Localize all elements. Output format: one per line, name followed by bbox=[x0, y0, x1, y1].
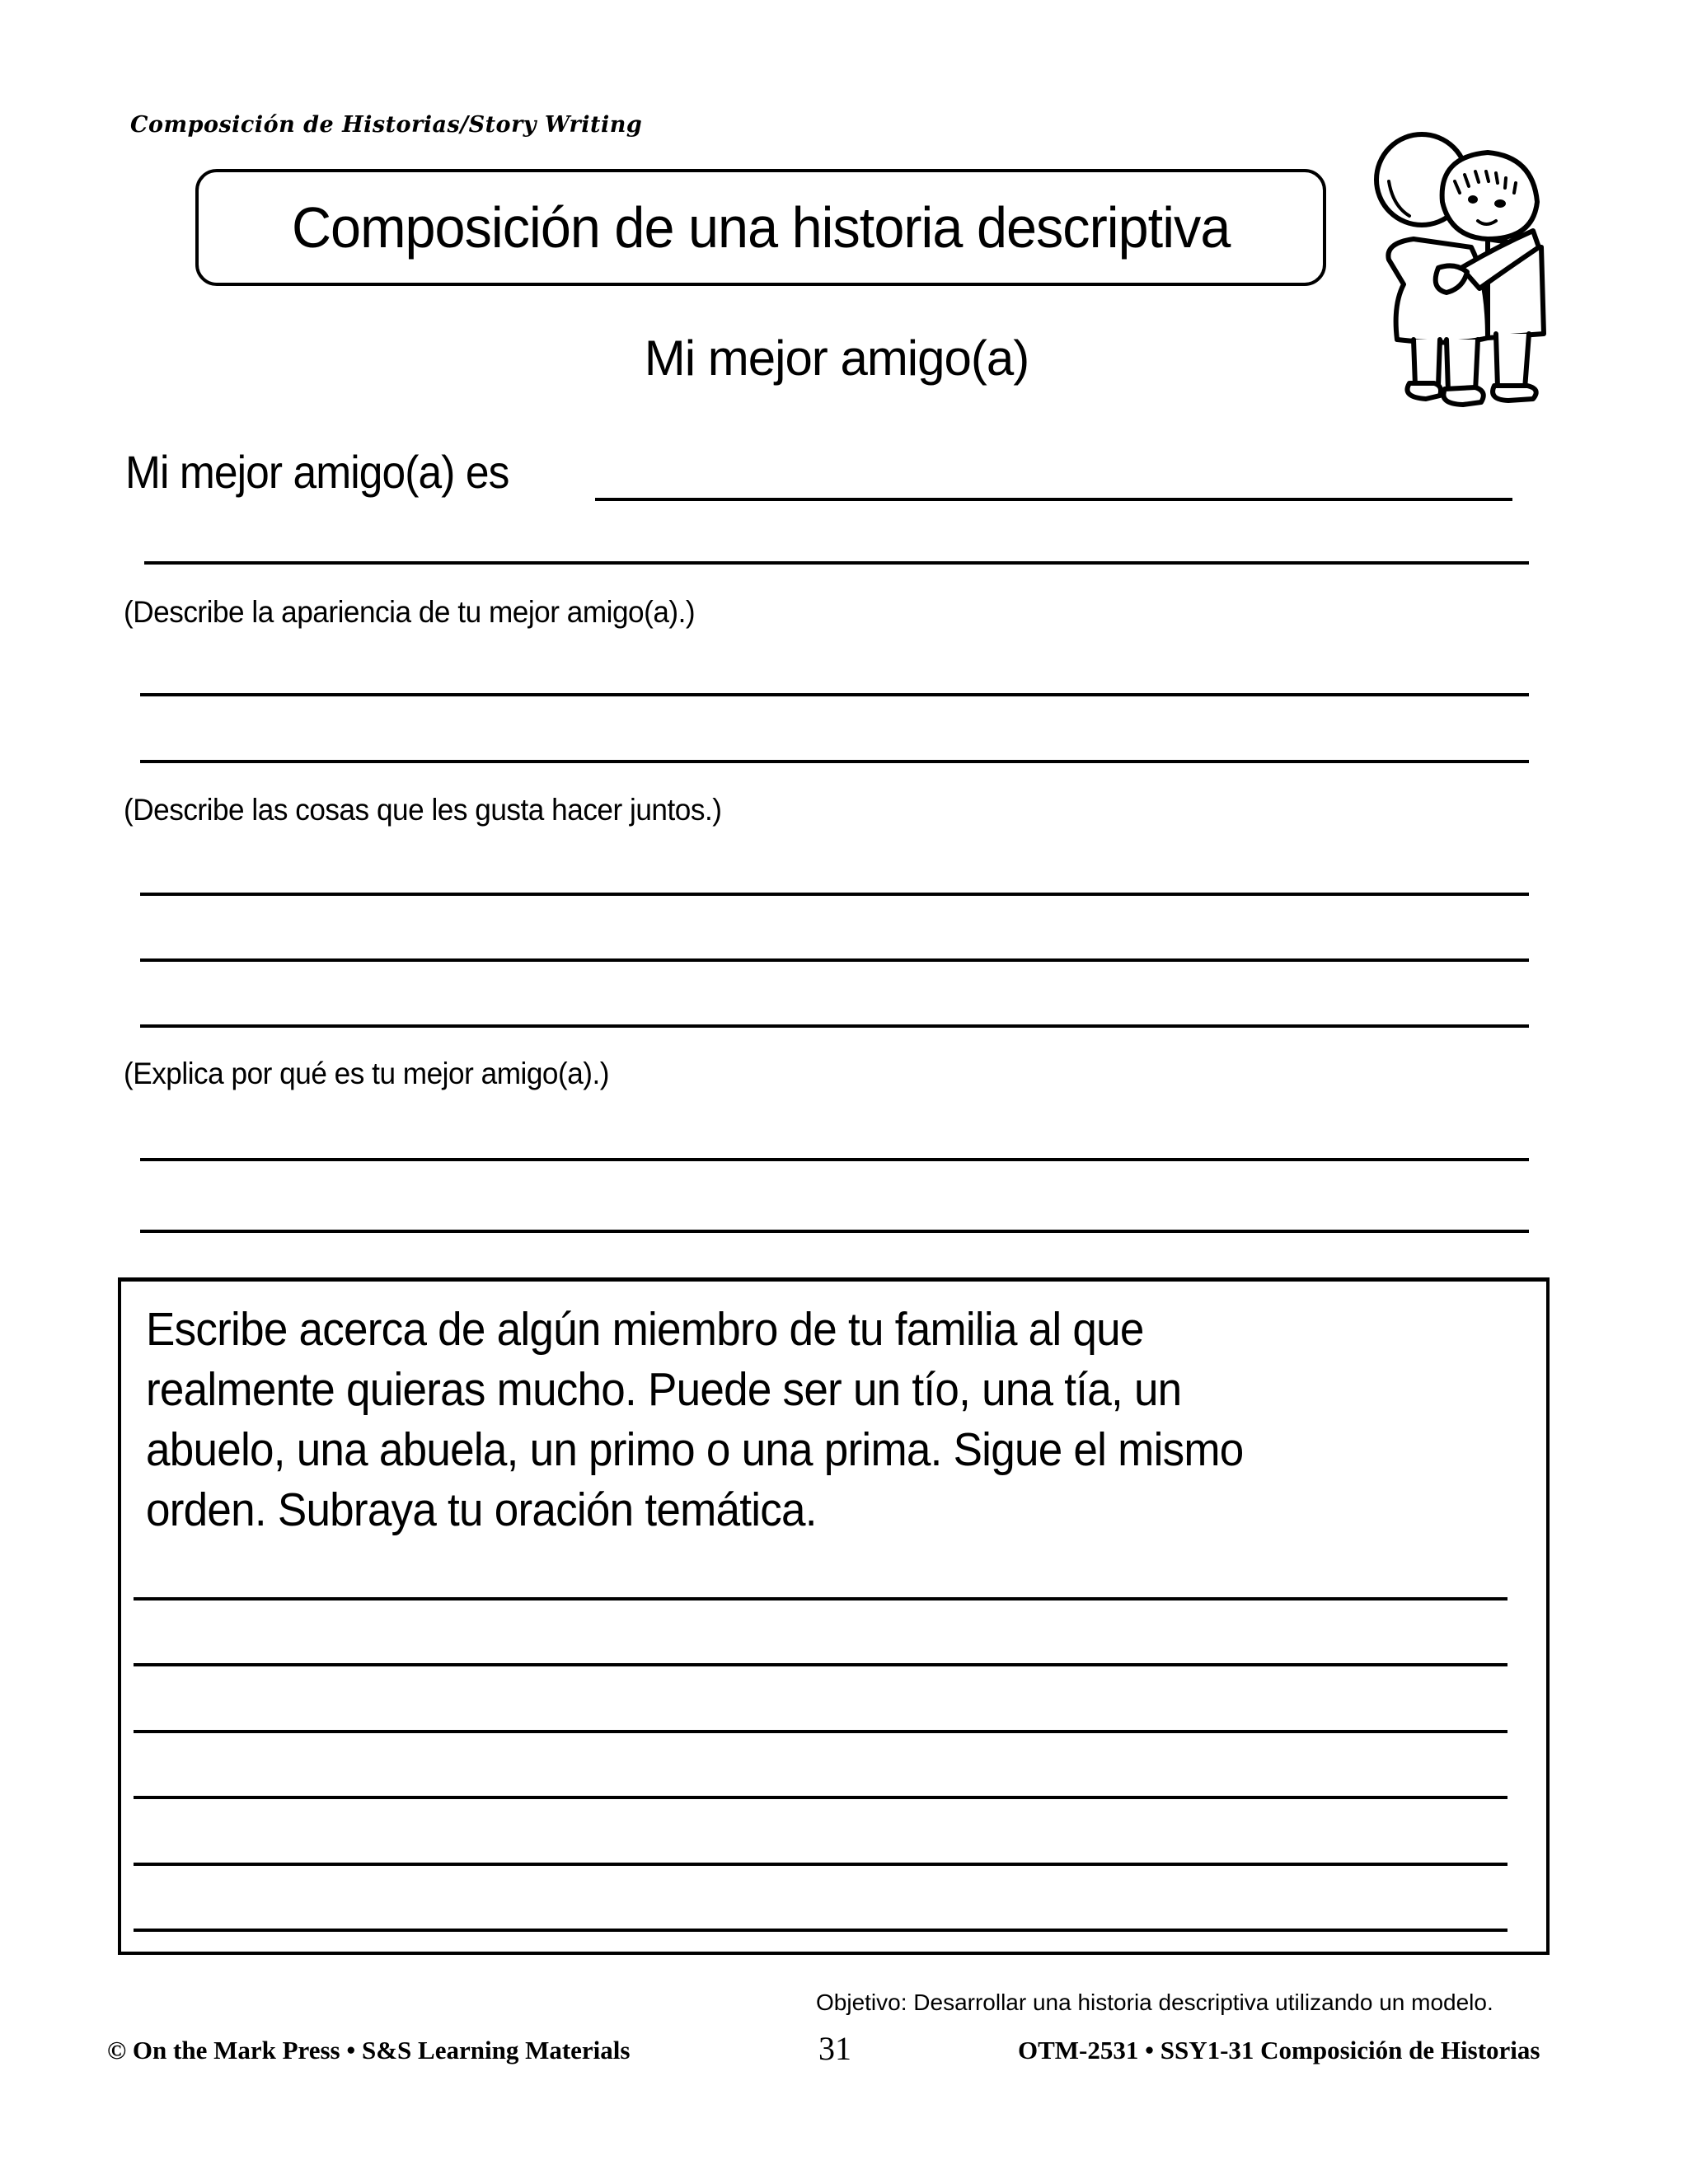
page-number: 31 bbox=[818, 2030, 851, 2067]
task-blank-line-3[interactable] bbox=[134, 1730, 1507, 1733]
appearance-blank-line-1[interactable] bbox=[140, 693, 1529, 696]
product-code: OTM-2531 • SSY1-31 Composición de Historias bbox=[1018, 2036, 1540, 2064]
prompt-activities: (Describe las cosas que les gusta hacer juntos.) bbox=[124, 793, 722, 827]
family-member-task-box bbox=[118, 1277, 1550, 1955]
subtitle: Mi mejor amigo(a) bbox=[644, 330, 1029, 386]
task-blank-line-5[interactable] bbox=[134, 1863, 1507, 1866]
lead-sentence-label: Mi mejor amigo(a) es bbox=[125, 446, 509, 498]
task-blank-line-2[interactable] bbox=[134, 1663, 1507, 1666]
prompt-appearance: (Describe la apariencia de tu mejor amigo(a).) bbox=[124, 595, 696, 629]
reason-blank-line-2[interactable] bbox=[140, 1230, 1529, 1233]
task-line: abuelo, una abuela, un primo o una prima. Sigue el mismo bbox=[146, 1423, 1244, 1476]
task-line: orden. Subraya tu oración temática. bbox=[146, 1483, 817, 1536]
lead-sentence-blank-line-1[interactable] bbox=[595, 498, 1512, 501]
activities-blank-line-1[interactable] bbox=[140, 893, 1529, 896]
prompt-reason: (Explica por qué es tu mejor amigo(a).) bbox=[124, 1057, 610, 1090]
activities-blank-line-2[interactable] bbox=[140, 958, 1529, 962]
running-head: Composición de Historias/Story Writing bbox=[130, 112, 643, 138]
task-line: realmente quieras mucho. Puede ser un tío, una tía, un bbox=[146, 1363, 1182, 1416]
appearance-blank-line-2[interactable] bbox=[140, 760, 1529, 763]
lead-sentence-blank-line-2[interactable] bbox=[144, 561, 1529, 565]
activities-blank-line-3[interactable] bbox=[140, 1024, 1529, 1028]
task-blank-line-1[interactable] bbox=[134, 1597, 1507, 1601]
task-line: Escribe acerca de algún miembro de tu familia al que bbox=[146, 1303, 1144, 1356]
task-instructions bbox=[146, 1300, 1547, 1540]
page-title: Composición de una historia descriptiva bbox=[291, 195, 1231, 260]
task-blank-line-4[interactable] bbox=[134, 1796, 1507, 1799]
reason-blank-line-1[interactable] bbox=[140, 1158, 1529, 1161]
objective-note: Objetivo: Desarrollar una historia descriptiva utilizando un modelo. bbox=[816, 1990, 1493, 2015]
title-box bbox=[195, 169, 1326, 286]
task-blank-line-6[interactable] bbox=[134, 1929, 1507, 1932]
copyright-notice: © On the Mark Press • S&S Learning Materials bbox=[107, 2036, 631, 2064]
two-children-hugging-icon bbox=[1364, 124, 1554, 416]
